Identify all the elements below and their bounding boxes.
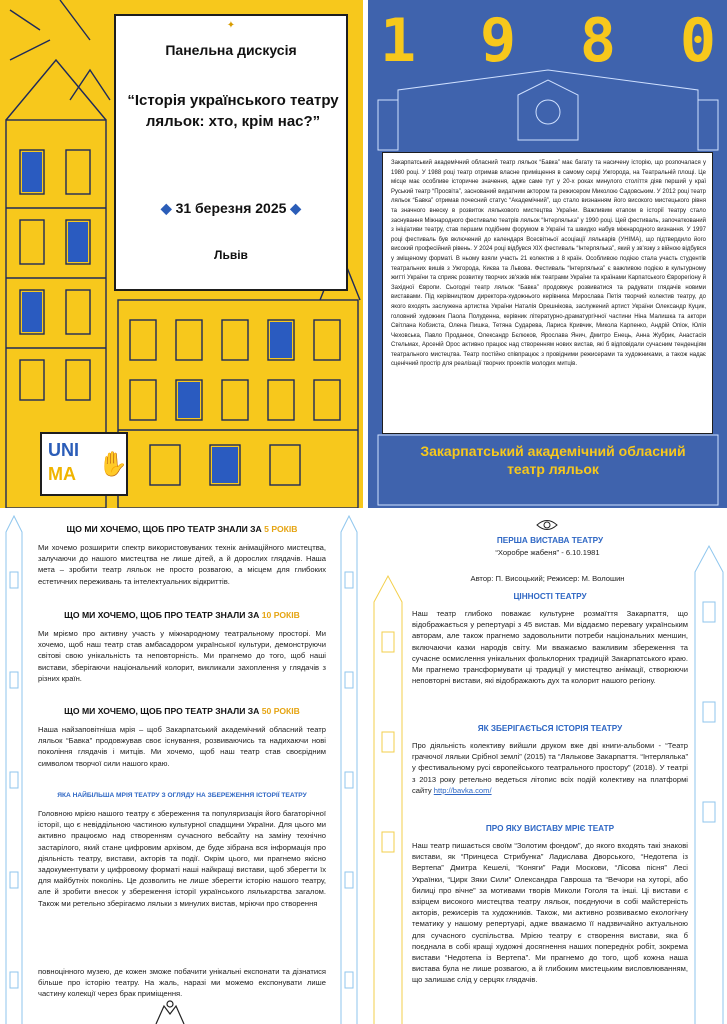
year-digit: 0 (679, 6, 716, 76)
paragraph-biggest-dream: Головною мрією нашого театру є збереження та популяризація його багаторічної історії, що є невіддільною частиною культурної спадщини України. Для цього ми активно працюємо над створенням сучасного вебсайту на заміну технічно застарілого, який стане цифровим архівом, де буде зібрана вся інформація про діяльність театру, вистави, акторів та події. Окрім цього, ми прагнемо якісно задокументувати у цифровому форматі наші найкращі вистави, щоб зберегти їх для майбутніх поколінь. Це дозволить не лише зберегти історію нашого театру, але й зробити внесок у збереження історії українського лялькарства загалом. Також ми ретельно зберігаємо ляльки з минулих вистав, мріючи про створення (38, 809, 326, 908)
tower-decoration-right (337, 512, 361, 1024)
star-icon: ✦ (226, 20, 236, 31)
year-digit: 8 (579, 6, 617, 76)
paragraph-10-years: Ми мріємо про активну участь у міжнародному театральному просторі. Ми хочемо, щоб наш театр став амбасадором української культури, демонструючи світові свою унікальність та неповторність. Ми прагнемо до того, щоб наші вистави, зберігаючи національний колорит, викликали захоплення у глядачів з різних країн. (38, 629, 326, 683)
heading-values: ЦІННОСТІ ТЕАТРУ (513, 592, 587, 601)
paragraph-history-keeping (412, 740, 688, 796)
heading-first-show: ПЕРША ВИСТАВА ТЕАТРУ (496, 536, 604, 545)
year-1980 (380, 6, 716, 76)
event-type: Панельна дискусія (165, 42, 297, 58)
history-text: Закарпатський академічний обласний театр ляльок “Бавка” має багату та насичену історію, що розпочалася у 1980 році. У 1988 році театр отримав власне приміщення в самому серці Ужгорода, на Театральній площі. Це місце має особливе історичне значення, адже саме тут у 20-х роках минулого століття діяв перший у краї Руський театр “Просвіта”, заснований видатним актором та режисером Миколою Садовським. У 2012 році театр ляльок “Бавка” отримав почесний статус “Академічний”, що стало визнанням його високого мистецького рівня та значного внеску в розвиток лялькового мистецтва України. Важливим етапом в історії театру стало заснування Міжнародного фестивалю театрів ляльок “Інтерлялька” у 1990 році. Цей фестиваль, започаткований з ініціативи театру, став першим подібним форумом в Україні та швидко набув міжнародного визнання. У 1997 році фестиваль був включений до календаря Всесвітньої асоціації лялькарів (УНІМА), що підтвердило його високий професійний рівень. У 2024 році відбувся XIX фестиваль “Інтерлялька”, який у зв'язку з війною відбувся у зміщеному форматі. В ньому взяли участь 21 колектив з 8 країн. Особливою подією стала участь студентів театральних вишів з Ужгорода, Києва та Львова. Фестиваль “Інтерлялька” є важливою подією в культурному житті України та сприяє розвитку творчих зв'язків між театрами України та країнами Карпатського Єврорегіону й Західної Європи. Сьогодні театр ляльок “Бавка” продовжує розвиватися та радувати глядачів новими виставами. Під керівництвом директора-художнього керівника Мирослава Петія творчий колектив театру, до якого входять заслужена артистка України Наталія Орешнікова, заслужений артист України Олександр Куцик, головний художник Паола Полуденна, керівник літературно-драматургічної частини Ніна Малишка та актори Світлана Кобзиста, Олена Пишка, Тетяна Сударева, Лариса Кривчик, Микола Карпенко, Андрій Опіок, Юлія Чеховська, Павло Проданюк, Олександр Бєлюков, Ярослава Янич, Дмитро Енець, Анна Жубрик, Анастасія Стельмах, Арсеній Орос активно працює над створенням нових вистав, які б відповідали сучасним тенденціям театрального мистецтва. Театр постійно співпрацює з провідними режисерами та художниками, а також надає сценічний простір для реалізації творчих проектів молодих митців. (391, 160, 706, 368)
hand-icon: ✋ (98, 451, 128, 478)
history-card (382, 152, 713, 434)
goals-panel (0, 512, 363, 1024)
paragraph-museum: повноцінного музею, де кожен зможе побачити унікальні експонати та дізнатися більше про історію театру. На жаль, наразі ми можемо експонувати лише частину колекції через брак приміщення. (38, 967, 326, 999)
heading-text: ЩО МИ ХОЧЕМО, ЩОБ ПРО ТЕАТР ЗНАЛИ ЗА (64, 610, 260, 620)
theatre-name: Закарпатський академічний обласний театр ляльок (420, 443, 686, 477)
event-city: Львів (214, 248, 248, 262)
tower-decoration-left (368, 572, 408, 1024)
diamond-left-icon: ◆ (160, 200, 176, 216)
logo-line-2: MA (48, 464, 76, 484)
website-link[interactable]: http://bavka.com/ (433, 785, 492, 795)
history-panel (368, 0, 727, 508)
heading-50-years (34, 706, 330, 716)
paragraph-50-years: Наша найзаповітніша мрія – щоб Закарпатський академічний обласний театр ляльок “Бавка” продовжував своє існування, розвиваючись та надихаючи нові покоління глядачів і митців. Ми хочемо, щоб наш театр став своєрідним символом творчої сили нашого краю. (38, 725, 326, 768)
heading-text: ЩО МИ ХОЧЕМО, ЩОБ ПРО ТЕАТР ЗНАЛИ ЗА (66, 524, 262, 534)
heading-highlight: 5 РОКІВ (264, 524, 298, 534)
heading-highlight: 10 РОКІВ (261, 610, 300, 620)
diamond-right-icon: ◆ (286, 200, 302, 216)
heading-highlight: 50 РОКІВ (261, 706, 300, 716)
poster-panel (0, 0, 363, 508)
heading-history-keeping: ЯК ЗБЕРІГАЄТЬСЯ ІСТОРІЯ ТЕАТРУ (477, 724, 623, 733)
first-show-authors: Автор: П. Висоцький; Режисер: М. Волошин (470, 574, 625, 583)
heading-biggest-dream: ЯКА НАЙБІЛЬША МРІЯ ТЕАТРУ З ОГЛЯДУ НА ЗБЕРЕЖЕННЯ ІСТОРІЇ ТЕАТРУ (57, 792, 307, 799)
unima-logo (40, 432, 128, 496)
year-digit: 1 (380, 6, 417, 76)
first-show-title: “Хоробре жабеня” - 6.10.1981 (495, 548, 600, 557)
heading-dream-show: ПРО ЯКУ ВИСТАВУ МРІЄ ТЕАТР (485, 824, 615, 833)
tower-decoration-left (2, 512, 26, 1024)
event-date: 31 березня 2025 (175, 200, 287, 216)
paragraph-values: Наш театр глибоко поважає культурне розмаїття Закарпаття, що відображається у репертуарі з 45 вистав. Ми віддаємо перевагу українським авторам, але також прагнемо задовольнити потреби національних меншин, включаючи казки народів світу. Ми вважаємо важливим збереження та сучасне осмислення унікальних фольклорних традицій Закарпатського краю. Ми прагнемо трансформувати ці традиції у мистецтво анімації, створюючи неповторні вистави, які відображають дух та колорит нашого регіону. (412, 609, 688, 686)
year-digit: 9 (479, 6, 517, 76)
first-show-panel (368, 512, 727, 1024)
event-card (114, 14, 348, 291)
event-date-row (116, 200, 346, 217)
event-topic: “Історія українського театру ляльок: хто, крім нас?” (127, 92, 339, 130)
eye-icon (535, 518, 559, 532)
history-keeping-text: Про діяльність колективу вийшли друком вже дві книги-альбоми - “Театр грачючої ляльки Срібної землі” (2015) та “Лялькове Закарпаття. “Інтерлялька” у фестивальному русі європейського театрального простору” (2018). У театрі з 2013 року ретельно ведеться літопис всіх подій колективу на платформі сайту (412, 741, 688, 795)
tower-decoration-right (691, 542, 727, 1024)
paragraph-5-years: Ми хочемо розширити спектр використовуваних технік анімаційного мистецтва, залучаючи до нашого мистецтва не лише дітей, а й дорослих глядачів. Наша мета – зробити театр ляльок не просто розвагою, а місцем для глибоких естетичних переживань та інтелектуальних відкриттів. (38, 543, 326, 586)
heading-5-years (34, 524, 330, 534)
heading-10-years (34, 610, 330, 620)
paragraph-dream-show: Наш театр пишається своїм “Золотим фондом”, до якого входять такі знакові вистави, як “Принцеса Стрибунка” Ладислава Дворського, “Недотепа із Вертепа” Дмитра Кешелі, “Коняги” Ради Москови, “Лісова пісня” Лесі Українки, “Цирк Зяки Сили” Олександра Гавроша та “Вечори на хуторі, або билиці про вічне” за мотивами творів Миколи Гоголя та інші. Ці вистави є взірцем високого мистецтва театру ляльок, поєднуючи в собі майстерність акторів, режисерів та художників. Також, ми активно розвиваємо екологічну тематику у нашому репертуарі, адже вважаємо її надзвичайно актуальною для сучасного суспільства. Мрією театру є створення вистави, яка б поєднала в собі кращі художні досягнення наших попередніх робіт, зокрема вистави “Недотепа із Вертепа”. Ми прагнемо до того, щоб кожна наша вистава була не лише розвагою, а й глибоким мистецьким висловлюванням, що залишає слід у серцях глядачів. (412, 841, 688, 985)
puppet-figure-illustration (150, 1000, 190, 1024)
logo-line-1: UNI (48, 440, 79, 460)
heading-text: ЩО МИ ХОЧЕМО, ЩОБ ПРО ТЕАТР ЗНАЛИ ЗА (64, 706, 260, 716)
